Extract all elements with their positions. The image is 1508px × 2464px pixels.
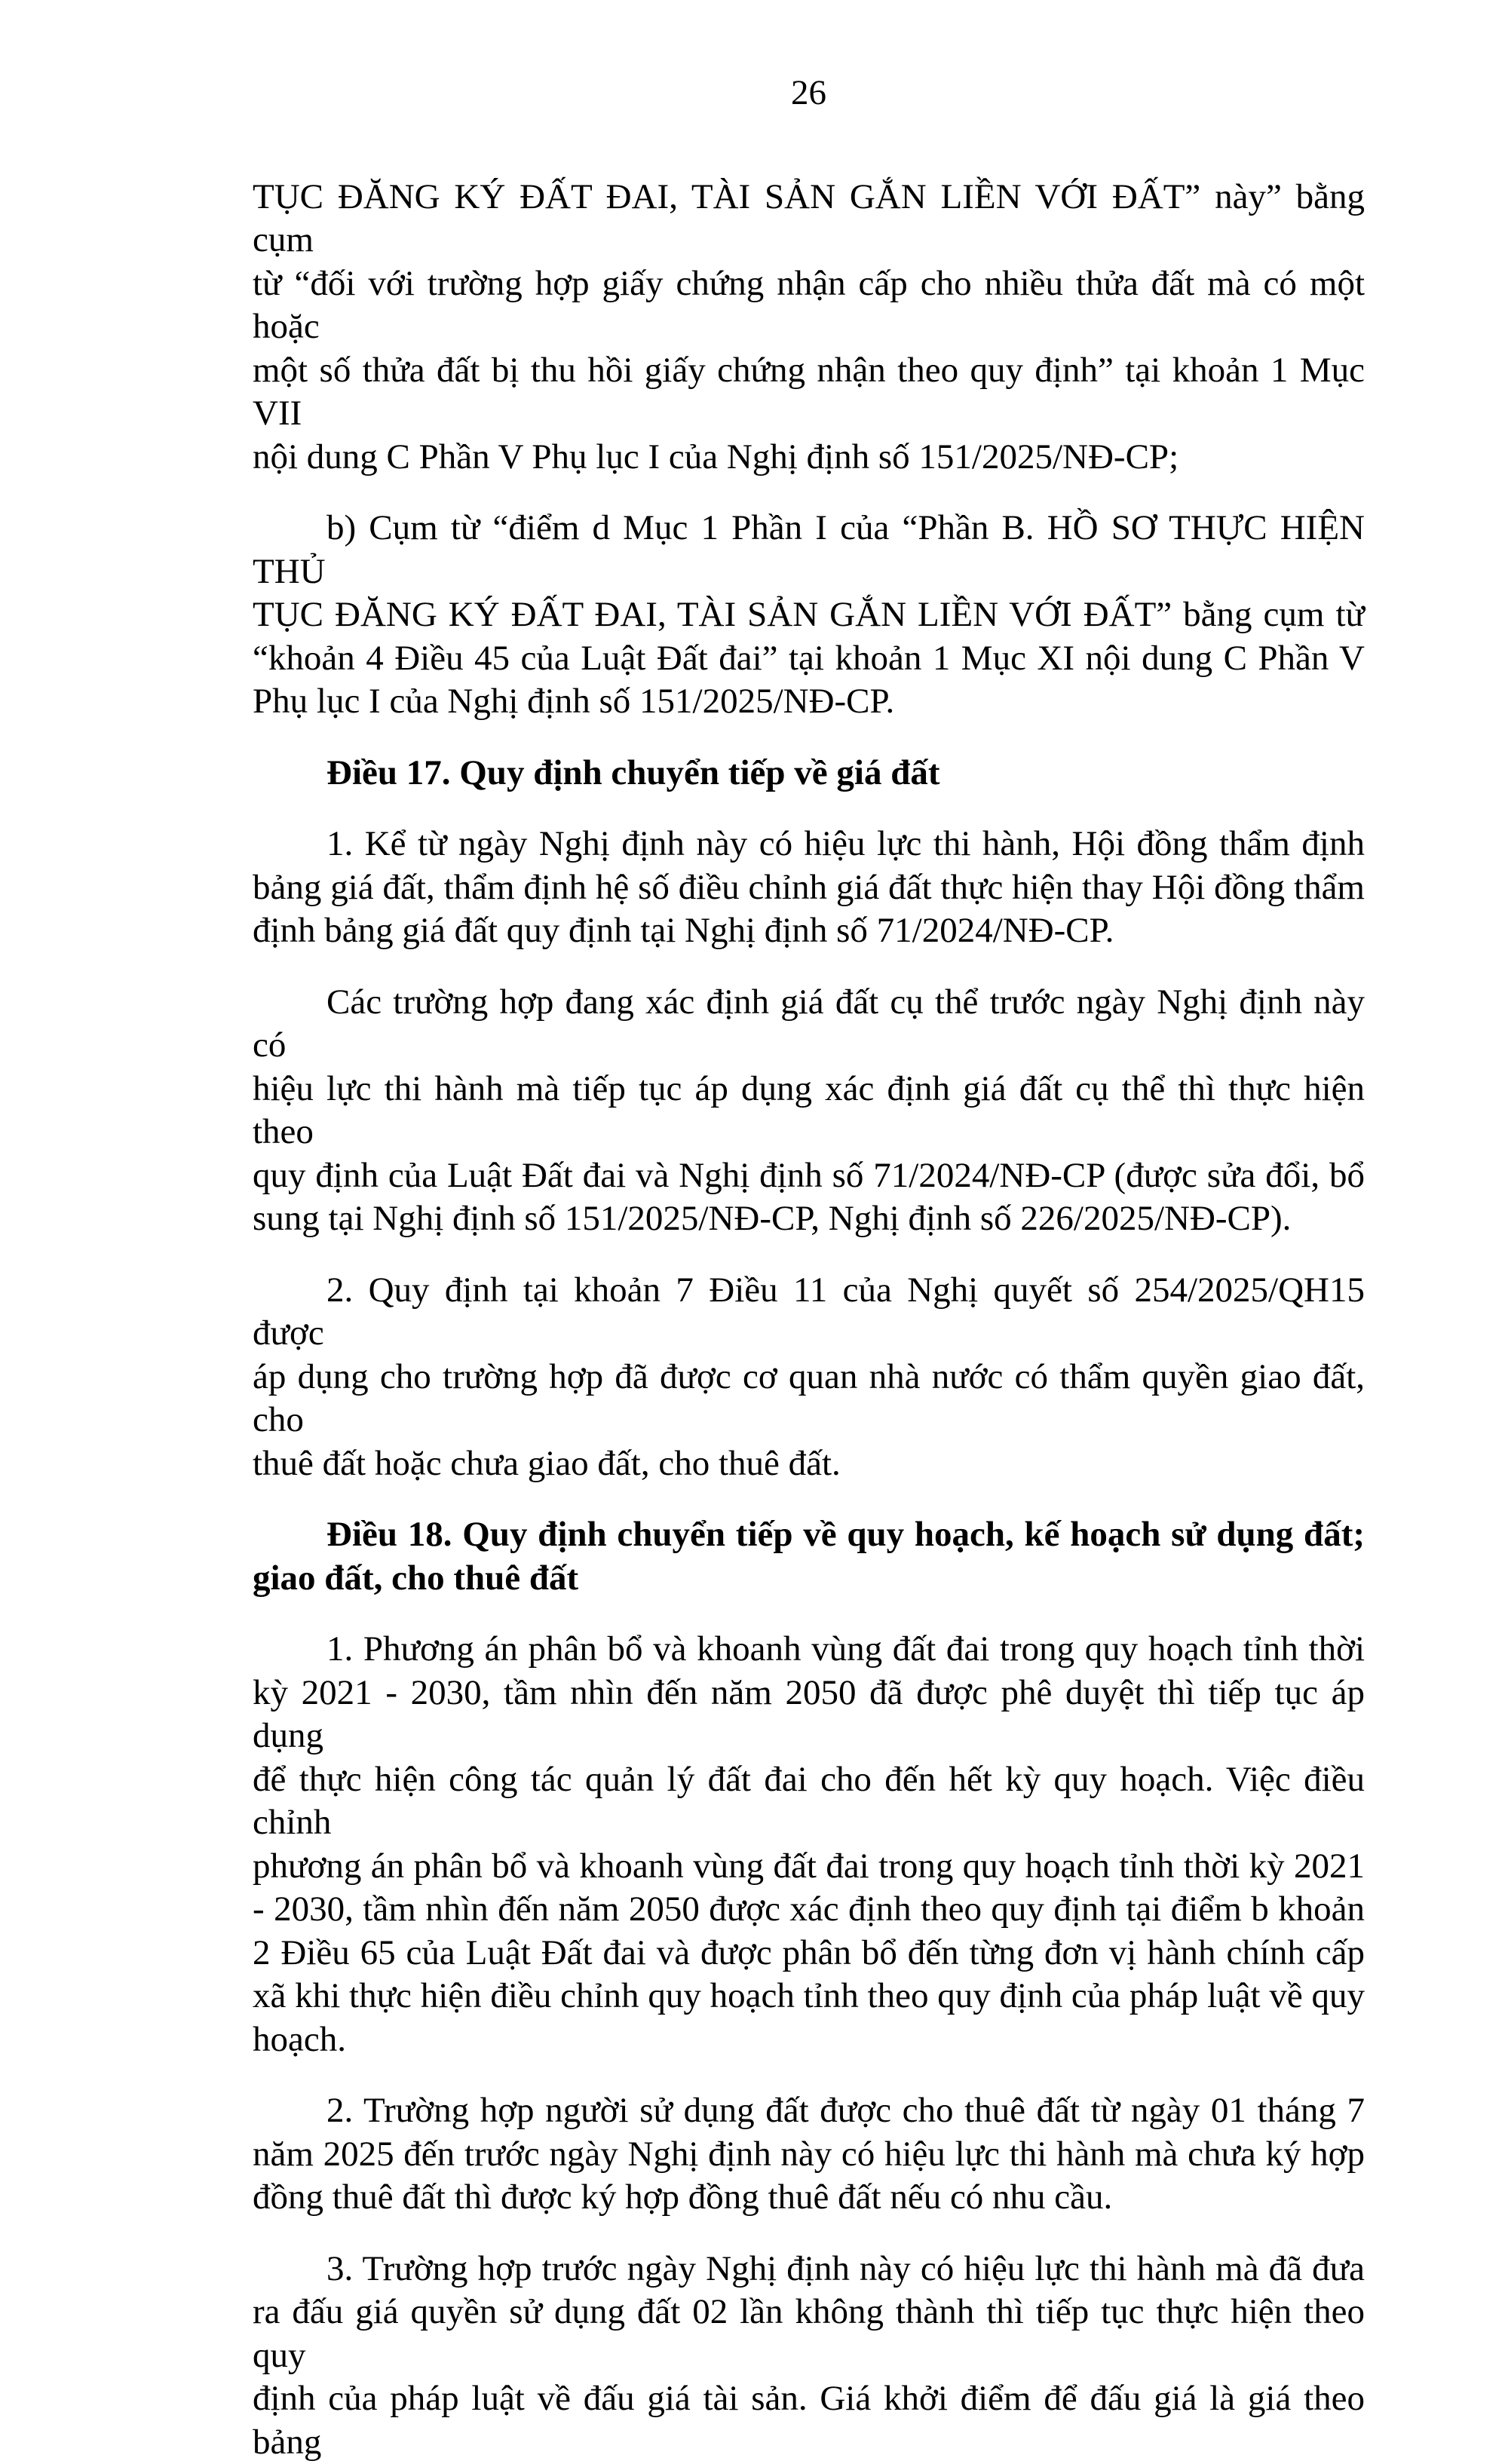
article-heading [253,752,1365,795]
text-line: để thực hiện công tác quản lý đất đai cho đến hết kỳ quy hoạch. Việc điều chỉnh [253,1758,1365,1845]
text-line: từ “đối với trường hợp giấy chứng nhận cấp cho nhiều thửa đất mà có một hoặc [253,262,1365,349]
text-line: Các trường hợp đang xác định giá đất cụ thể trước ngày Nghị định này có [253,981,1365,1068]
document-body [253,176,1365,2464]
paragraph [253,981,1365,1241]
text-line: b) Cụm từ “điểm d Mục 1 Phần I của “Phần B. HỒ SƠ THỰC HIỆN THỦ [253,507,1365,593]
article-heading [253,1513,1365,1600]
text-line: năm 2025 đến trước ngày Nghị định này có hiệu lực thi hành mà chưa ký hợp [253,2133,1365,2177]
text-line: định bảng giá đất quy định tại Nghị định số 71/2024/NĐ-CP. [253,909,1365,953]
text-line: - 2030, tầm nhìn đến năm 2050 được xác định theo quy định tại điểm b khoản [253,1888,1365,1932]
text-line: đồng thuê đất thì được ký hợp đồng thuê đất nếu có nhu cầu. [253,2176,1365,2220]
text-line: giao đất, cho thuê đất [253,1557,1365,1601]
text-line: định của pháp luật về đấu giá tài sản. Giá khởi điểm để đấu giá là giá theo bảng [253,2377,1365,2464]
paragraph [253,176,1365,480]
text-line: 3. Trường hợp trước ngày Nghị định này có hiệu lực thi hành mà đã đưa [253,2248,1365,2291]
text-line: hiệu lực thi hành mà tiếp tục áp dụng xác định giá đất cụ thể thì thực hiện theo [253,1068,1365,1154]
text-line: hoạch. [253,2018,1365,2062]
text-line: sung tại Nghị định số 151/2025/NĐ-CP, Nghị định số 226/2025/NĐ-CP). [253,1197,1365,1241]
text-line: 2. Trường hợp người sử dụng đất được cho thuê đất từ ngày 01 tháng 7 [253,2089,1365,2133]
text-line: quy định của Luật Đất đai và Nghị định số 71/2024/NĐ-CP (được sửa đổi, bổ [253,1154,1365,1198]
text-line: áp dụng cho trường hợp đã được cơ quan nhà nước có thẩm quyền giao đất, cho [253,1356,1365,1442]
text-line: Điều 18. Quy định chuyển tiếp về quy hoạch, kế hoạch sử dụng đất; [253,1513,1365,1557]
text-line: 1. Kể từ ngày Nghị định này có hiệu lực thi hành, Hội đồng thẩm định [253,823,1365,866]
text-line: bảng giá đất, thẩm định hệ số điều chỉnh giá đất thực hiện thay Hội đồng thẩm [253,866,1365,910]
paragraph [253,2089,1365,2220]
text-line: Phụ lục I của Nghị định số 151/2025/NĐ-CP. [253,680,1365,724]
text-line: Điều 17. Quy định chuyển tiếp về giá đất [253,752,1365,795]
text-line: xã khi thực hiện điều chỉnh quy hoạch tỉnh theo quy định của pháp luật về quy [253,1975,1365,2018]
text-line: TỤC ĐĂNG KÝ ĐẤT ĐAI, TÀI SẢN GẮN LIỀN VỚI ĐẤT” bằng cụm từ [253,593,1365,637]
paragraph [253,2248,1365,2464]
text-line: nội dung C Phần V Phụ lục I của Nghị định số 151/2025/NĐ-CP; [253,436,1365,480]
text-line: kỳ 2021 - 2030, tầm nhìn đến năm 2050 đã được phê duyệt thì tiếp tục áp dụng [253,1672,1365,1758]
paragraph [253,507,1365,724]
text-line: một số thửa đất bị thu hồi giấy chứng nhận theo quy định” tại khoản 1 Mục VII [253,349,1365,436]
text-line: phương án phân bổ và khoanh vùng đất đai trong quy hoạch tỉnh thời kỳ 2021 [253,1845,1365,1889]
paragraph [253,1269,1365,1486]
page-number: 26 [253,72,1365,115]
text-line: 2. Quy định tại khoản 7 Điều 11 của Nghị quyết số 254/2025/QH15 được [253,1269,1365,1356]
paragraph [253,823,1365,953]
text-line: 1. Phương án phân bổ và khoanh vùng đất đai trong quy hoạch tỉnh thời [253,1628,1365,1672]
text-line: 2 Điều 65 của Luật Đất đai và được phân bổ đến từng đơn vị hành chính cấp [253,1932,1365,1975]
paragraph [253,1628,1365,2061]
text-line: ra đấu giá quyền sử dụng đất 02 lần không thành thì tiếp tục thực hiện theo quy [253,2291,1365,2377]
text-line: TỤC ĐĂNG KÝ ĐẤT ĐAI, TÀI SẢN GẮN LIỀN VỚI ĐẤT” này” bằng cụm [253,176,1365,262]
text-column [253,72,1365,2464]
text-line: thuê đất hoặc chưa giao đất, cho thuê đất. [253,1442,1365,1486]
text-line: “khoản 4 Điều 45 của Luật Đất đai” tại khoản 1 Mục XI nội dung C Phần V [253,637,1365,681]
